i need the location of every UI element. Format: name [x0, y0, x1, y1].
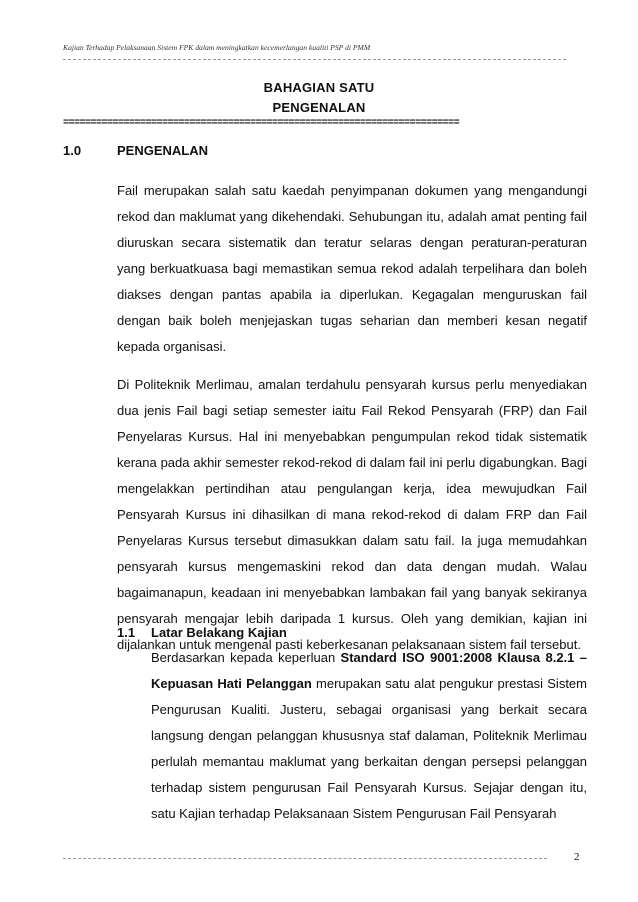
paragraph-politeknik: Di Politeknik Merlimau, amalan terdahulu pensyarah kursus perlu menyediakan dua jenis Fail bagi setiap semester iaitu Fail Rekod Pensyarah (FRP) dan Fail Penyelaras Kursus. Hal ini menyebabkan pengumpulan rekod tidak sistematik kerana pada akhir semester rekod-rekod di dalam fail ini perlu digabungkan. Bagi mengelakkan pertindihan atau pengulangan kerja, idea mewujudkan Fail Pensyarah Kursus ini dihasilkan di mana rekod-rekod di dalam FRP dan Fail Penyelaras Kursus tersebut dimasukkan dalam satu fail. Ia juga memudahkan pensyarah kursus mengemaskini rekod dan data dengan mudah. Walau bagaimanapun, keadaan ini menyebabkan lambakan fail yang banyak sekiranya pensyarah mengajar lebih daripada 1 kursus. Oleh yang demikian, kajian ini dijalankan untuk mengenal pasti keberkesanan pelaksanaan sistem fail tersebut.	[117, 377, 587, 652]
section-title: PENGENALAN	[117, 143, 209, 158]
background-text-rest: merupakan satu alat pengukur prestasi Sistem Pengurusan Kualiti. Justeru, sebagai organisasi yang berkait secara langsung dengan pelanggan khususnya staf dalaman, Politeknik Merlimau perlulah memantau maklumat yang berkaitan dengan persepsi pelanggan terhadap sistem pengurusan Fail Pensyarah Kursus. Sejajar dengan itu, satu Kajian terhadap Pelaksanaan Sistem Pengurusan Fail Pensyarah	[151, 676, 587, 821]
subsection-number: 1.1	[117, 625, 136, 640]
header-divider	[63, 59, 566, 60]
page-number: 2	[574, 851, 580, 863]
footer-divider	[63, 858, 547, 859]
background-text-start: Berdasarkan kepada keperluan	[151, 650, 341, 665]
section-number: 1.0	[63, 143, 82, 158]
subsection-title: Latar Belakang Kajian	[151, 625, 287, 640]
part-title: BAHAGIAN SATU	[263, 80, 375, 95]
iso-clause-reference: Standard ISO 9001:2008 Klausa 8.2.1 – Kepuasan Hati Pelanggan	[151, 650, 587, 691]
separator-line: ========================================================================	[63, 118, 460, 129]
running-header: Kajian Terhadap Pelaksanaan Sistem FPK dalam meningkatkan kecemerlangan kualiti PSP di PMM	[63, 43, 371, 52]
chapter-title: PENGENALAN	[272, 100, 366, 115]
paragraph-background	[151, 645, 587, 827]
paragraph-intro: Fail merupakan salah satu kaedah penyimpanan dokumen yang mengandungi rekod dan maklumat yang dikehendaki. Sehubungan itu, adalah amat penting fail diuruskan secara sistematik dan teratur selaras dengan peraturan-peraturan yang berkuatkuasa bagi memastikan semua rekod adalah terpelihara dan boleh diakses dengan pantas apabila ia diperlukan. Kegagalan menguruskan fail dengan baik boleh menjejaskan tugas seharian dan memberi kesan negatif kepada organisasi.	[117, 183, 587, 354]
